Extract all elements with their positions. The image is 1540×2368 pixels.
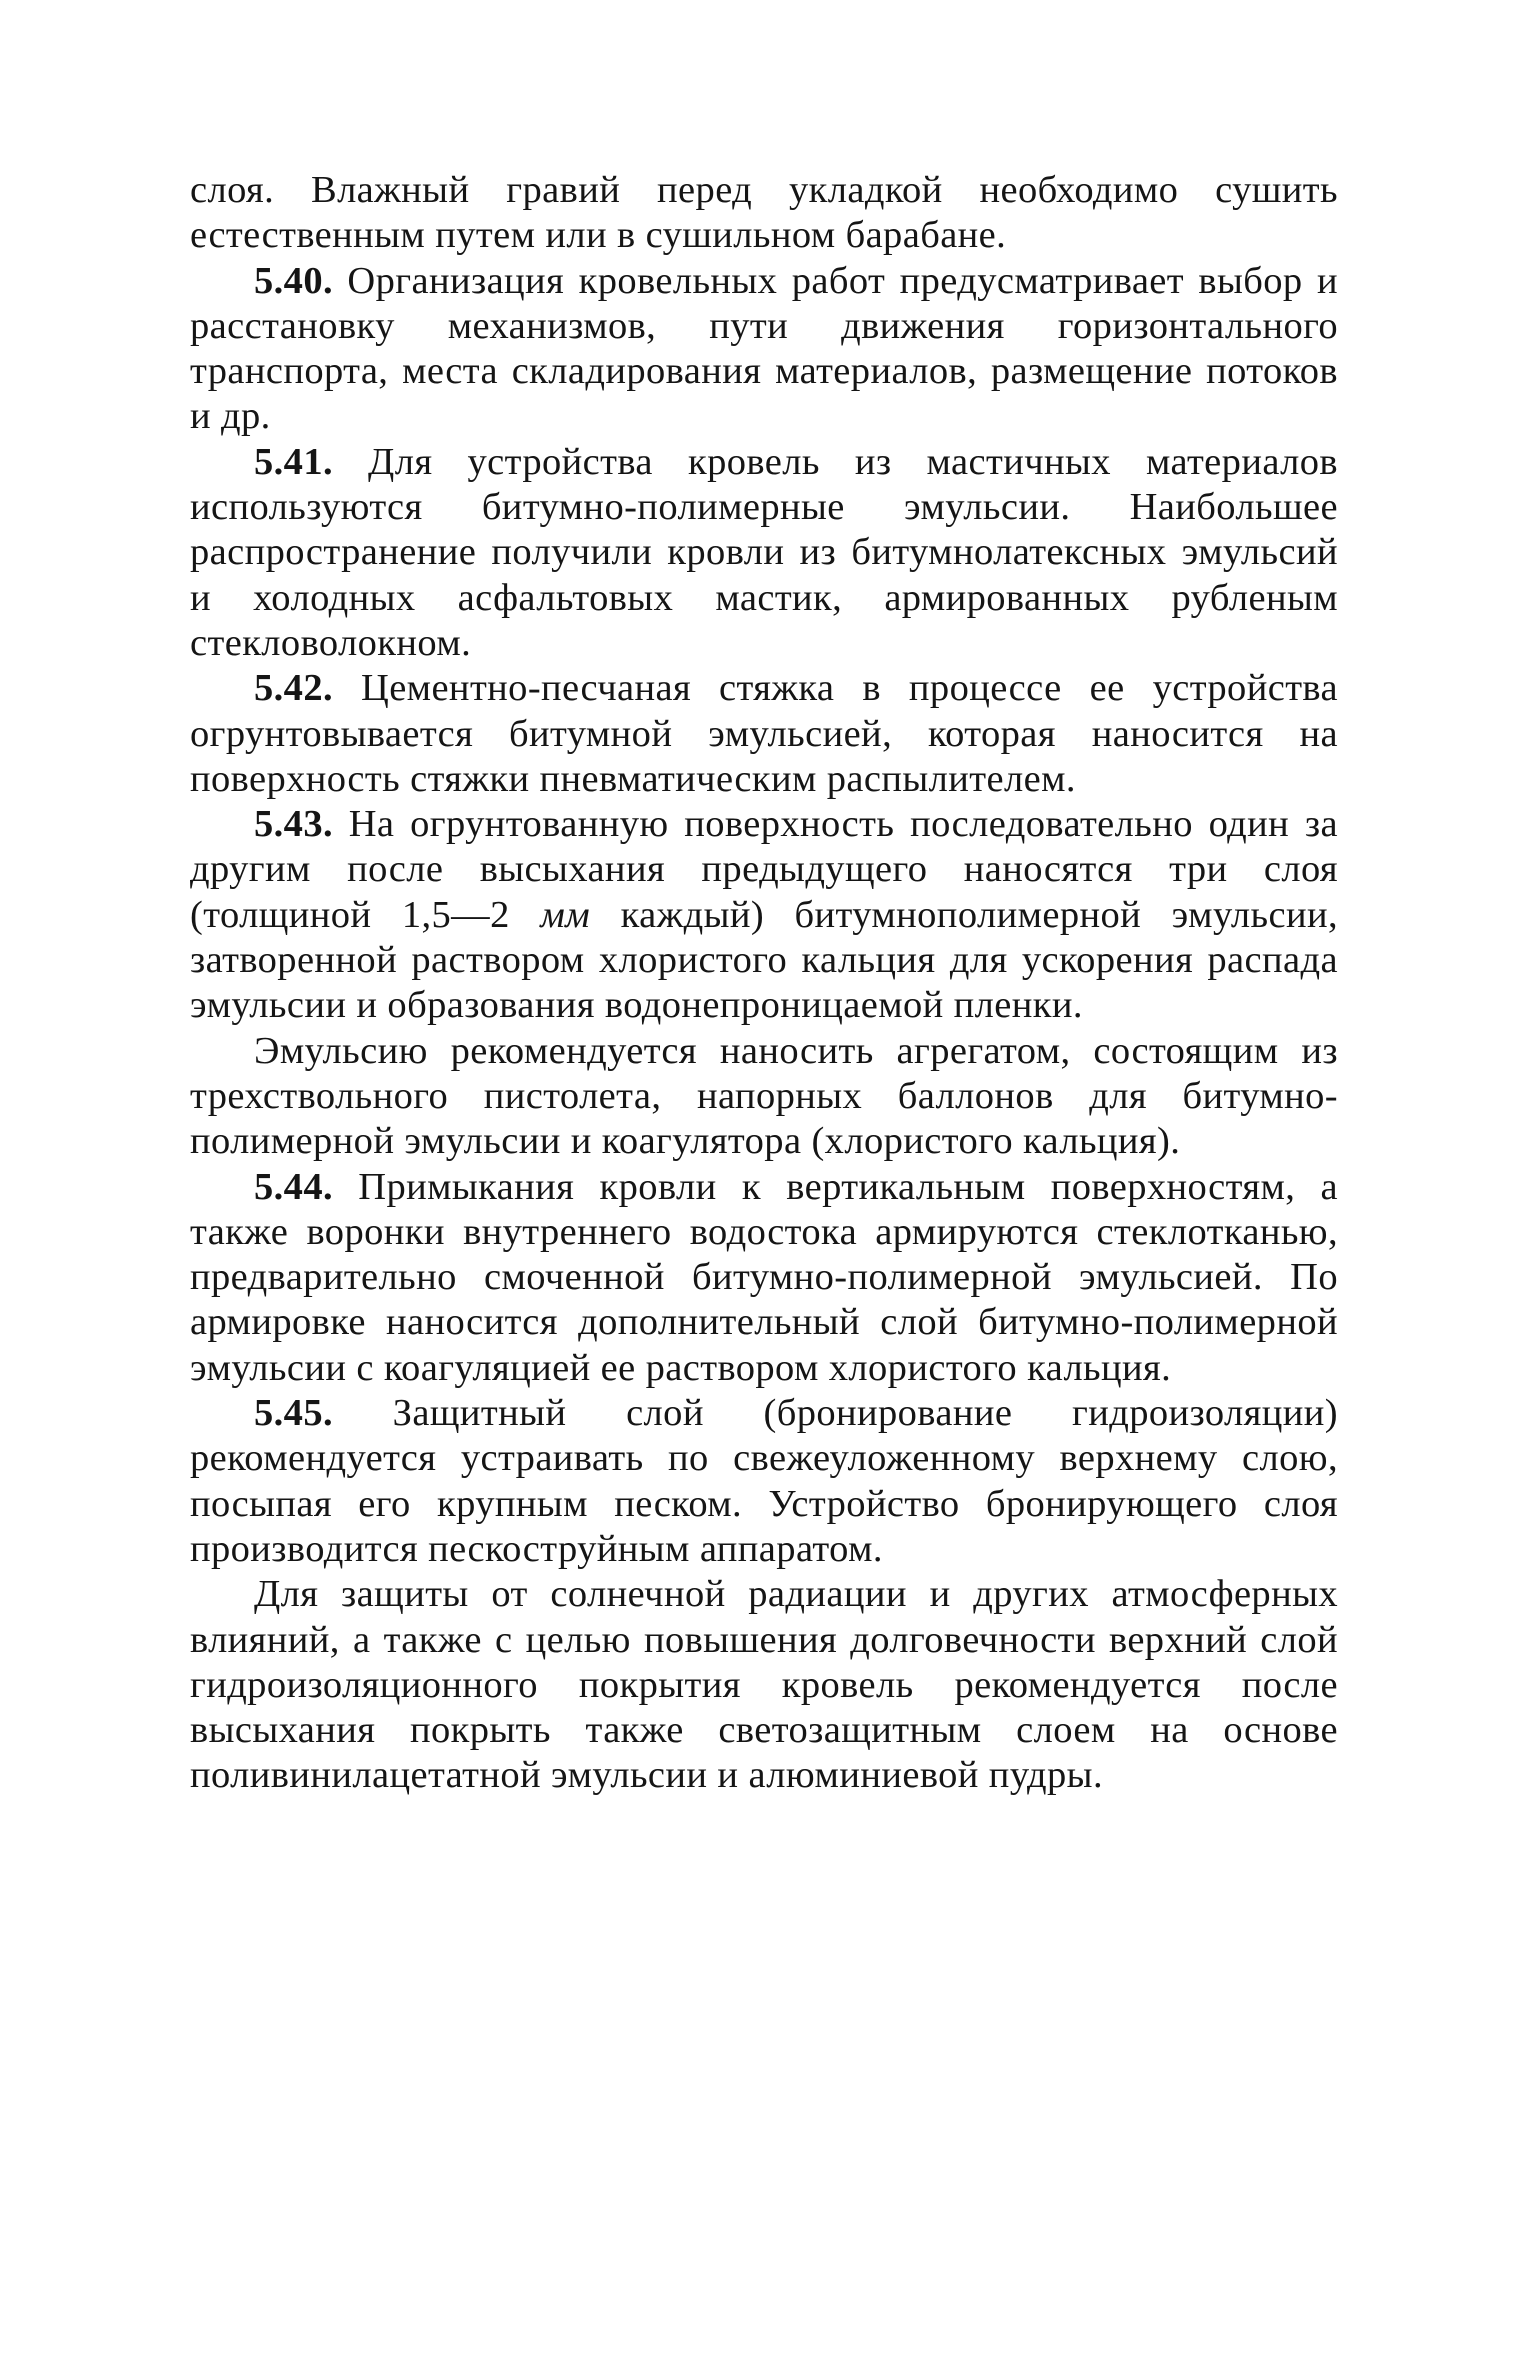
paragraph-protection xyxy=(190,1572,1338,1798)
paragraph-text: Цементно-песчаная стяжка в процессе ее устройства огрунтовывается битумной эмульсией, которая наносится на поверхность стяжки пневматическим распылителем. xyxy=(190,667,1338,800)
paragraph-text-after: каждый) битумнополимерной эмульсии, затворенной раствором хлористого кальция для ускорения распада эмульсии и образования водонепроницаемой пленки. xyxy=(190,893,1338,1027)
paragraph-text: Для устройства кровель из мастичных материалов используются битумно-полимерные эмульсии. Наибольшее распространение получили кровли из битумнолатексных эмульсий и холодных асфальтовых мастик, армированных рубленым стекловолокном. xyxy=(190,440,1338,664)
paragraph-continuation xyxy=(190,168,1338,259)
section-number: 5.42. xyxy=(254,667,333,710)
paragraph-text: слоя. Влажный гравий перед укладкой необходимо сушить естественным путем или в сушильном барабане. xyxy=(190,169,1338,257)
paragraph-5-43 xyxy=(190,802,1338,1028)
section-number: 5.41. xyxy=(254,440,333,483)
paragraph-5-41 xyxy=(190,440,1338,666)
body-text xyxy=(190,168,1338,1799)
section-number: 5.40. xyxy=(254,259,333,302)
paragraph-5-45 xyxy=(190,1391,1338,1572)
section-number: 5.44. xyxy=(254,1165,333,1208)
paragraph-text: Защитный слой (бронирование гидроизоляции) рекомендуется устраивать по свежеуложенному верхнему слою, посыпая его крупным песком. Устройство бронирующего слоя производится пескоструйным аппаратом. xyxy=(190,1392,1338,1570)
unit-mm: мм xyxy=(540,893,591,936)
paragraph-text: Эмульсию рекомендуется наносить агрегатом, состоящим из трехствольного пистолета, напорных баллонов для битумно-полимерной эмульсии и коагулятора (хлористого кальция). xyxy=(190,1029,1338,1163)
paragraph-emulsion-unit xyxy=(190,1029,1338,1165)
section-number: 5.43. xyxy=(254,803,333,846)
paragraph-text: Примыкания кровли к вертикальным поверхностям, а также воронки внутреннего водостока армируются стеклотканью, предварительно смоченной битумно-полимерной эмульсией. По армировке наносится дополнительный слой битумно-полимерной эмульсии с коагуляцией ее раствором хлористого кальция. xyxy=(190,1165,1338,1389)
paragraph-text: Для защиты от солнечной радиации и других атмосферных влияний, а также с целью повышения долговечности верхний слой гидроизоляционного покрытия кровель рекомендуется после высыхания покрыть также светозащитным слоем на основе поливинилацетатной эмульсии и алюминиевой пудры. xyxy=(190,1573,1338,1797)
paragraph-5-42 xyxy=(190,666,1338,802)
section-number: 5.45. xyxy=(254,1392,333,1435)
paragraph-5-40 xyxy=(190,259,1338,440)
paragraph-text-before: На огрунтованную поверхность последовательно один за другим после высыхания предыдущего наносятся три слоя (толщиной 1,5—2 xyxy=(190,803,1338,936)
paragraph-text: Организация кровельных работ предусматривает выбор и расстановку механизмов, пути движения горизонтального транспорта, места складирования материалов, размещение потоков и др. xyxy=(190,259,1338,438)
paragraph-5-44 xyxy=(190,1165,1338,1391)
